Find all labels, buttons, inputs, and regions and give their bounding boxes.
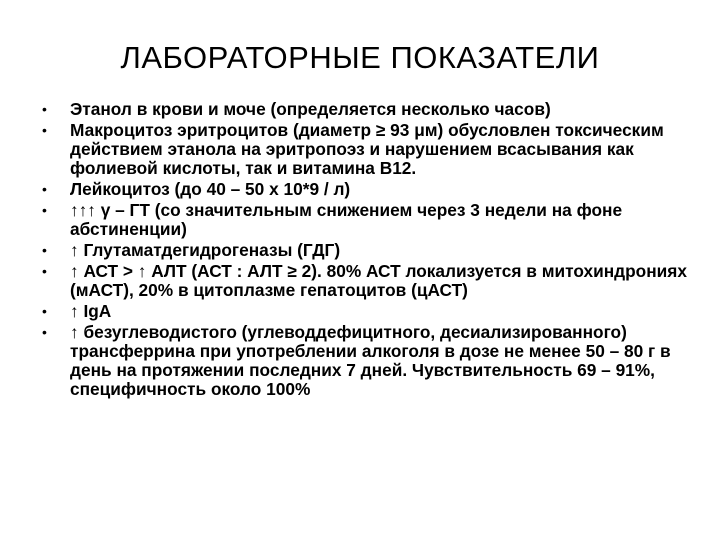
list-item	[40, 180, 690, 199]
list-item-text: ↑ Глутаматдегидрогеназы (ГДГ)	[70, 240, 341, 260]
bullet-icon: •	[42, 263, 47, 279]
list-item	[40, 302, 690, 321]
bullet-icon: •	[42, 181, 47, 197]
bullet-icon: •	[42, 202, 47, 218]
bullet-list	[40, 100, 690, 401]
list-item	[40, 121, 690, 178]
list-item-text: ↑ IgA	[70, 301, 112, 321]
list-item-text: Лейкоцитоз (до 40 – 50 х 10*9 / л)	[70, 179, 351, 199]
list-item	[40, 262, 690, 300]
list-item-text: Макроцитоз эритроцитов (диаметр ≥ 93 μм) обусловлен токсическим действием этанола на эритропоэз и нарушением всасывания как фолиевой кислоты, так и витамина B12.	[70, 120, 664, 178]
list-item-text: Этанол в крови и моче (определяется несколько часов)	[70, 99, 551, 119]
bullet-icon: •	[42, 242, 47, 258]
bullet-icon: •	[42, 101, 47, 117]
list-item-text: ↑ АСТ > ↑ АЛТ (АСТ : АЛТ ≥ 2). 80% АСТ локализуется в митохиндрониях (мАСТ), 20% в цитоплазме гепатоцитов (цАСТ)	[70, 261, 687, 300]
list-item	[40, 241, 690, 260]
bullet-icon: •	[42, 303, 47, 319]
list-item	[40, 100, 690, 119]
bullet-icon: •	[42, 122, 47, 138]
list-item-text: ↑↑↑ γ – ГТ (со значительным снижением через 3 недели на фоне абстиненции)	[70, 200, 623, 239]
list-item-text: ↑ безуглеводистого (углеводдефицитного, десиализированного) трансферрина при употреблении алкоголя в дозе не менее 50 – 80 г в день на протяжении последних 7 дней. Чувствительность 69 – 91%, специфичность около 100%	[70, 322, 671, 399]
list-item	[40, 201, 690, 239]
list-item	[40, 323, 690, 399]
bullet-icon: •	[42, 324, 47, 340]
slide-title: ЛАБОРАТОРНЫЕ ПОКАЗАТЕЛИ	[120, 40, 600, 75]
